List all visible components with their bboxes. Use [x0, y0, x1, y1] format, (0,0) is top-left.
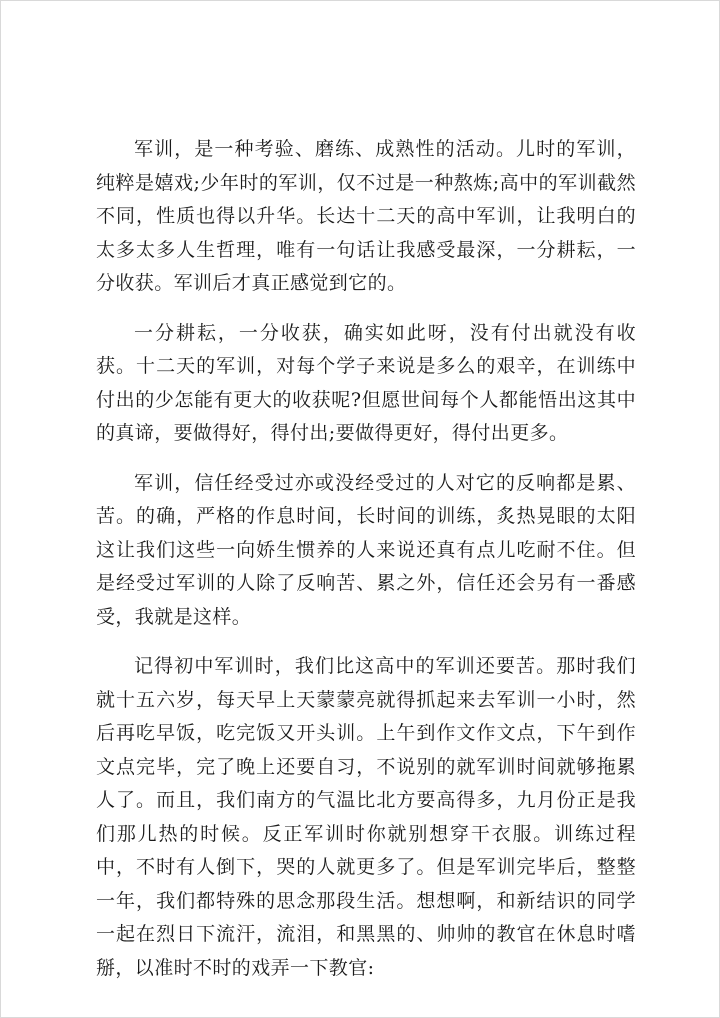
paragraph-2: 一分耕耘，一分收获，确实如此呀，没有付出就没有收获。十二天的军训，对每个学子来说是多么的艰辛，在训练中付出的少怎能有更大的收获呢?但愿世间每个人都能悟出这其中的真谛，要做得好，得付出;要做得更好，得付出更多。	[96, 321, 636, 444]
paragraph-1: 军训，是一种考验、磨练、成熟性的活动。儿时的军训，纯粹是嬉戏;少年时的军训，仅不过是一种熬炼;高中的军训截然不同，性质也得以升华。长达十二天的高中军训，让我明白的太多太多人生哲理，唯有一句话让我感受最深，一分耕耘，一分收获。军训后才真正感觉到它的。	[96, 138, 636, 294]
document-body	[96, 133, 636, 1001]
paragraph-4: 记得初中军训时，我们比这高中的军训还要苦。那时我们就十五六岁，每天早上天蒙蒙亮就得抓起来去军训一小时，然后再吃早饭，吃完饭又开头训。上午到作文作文点，下午到作文点完毕，完了晚上还要自习，不说别的就军训时间就够拖累人了。而且，我们南方的气温比北方要高得多，九月份正是我们那儿热的时候。反正军训时你就别想穿干衣服。训练过程中，不时有人倒下，哭的人就更多了。但是军训完毕后，整整一年，我们都特殊的思念那段生活。想想啊，和新结识的同学一起在烈日下流汗，流泪，和黑黑的、帅帅的教官在休息时嗜掰，以准时不时的戏弄一下教官:	[96, 655, 636, 979]
paragraph-3: 军训，信任经受过亦或没经受过的人对它的反响都是累、苦。的确，严格的作息时间，长时间的训练，炙热晃眼的太阳这让我们这些一向娇生惯养的人来说还真有点儿吃耐不住。但是经受过军训的人除了反响苦、累之外，信任还会另有一番感受，我就是这样。	[96, 471, 636, 628]
